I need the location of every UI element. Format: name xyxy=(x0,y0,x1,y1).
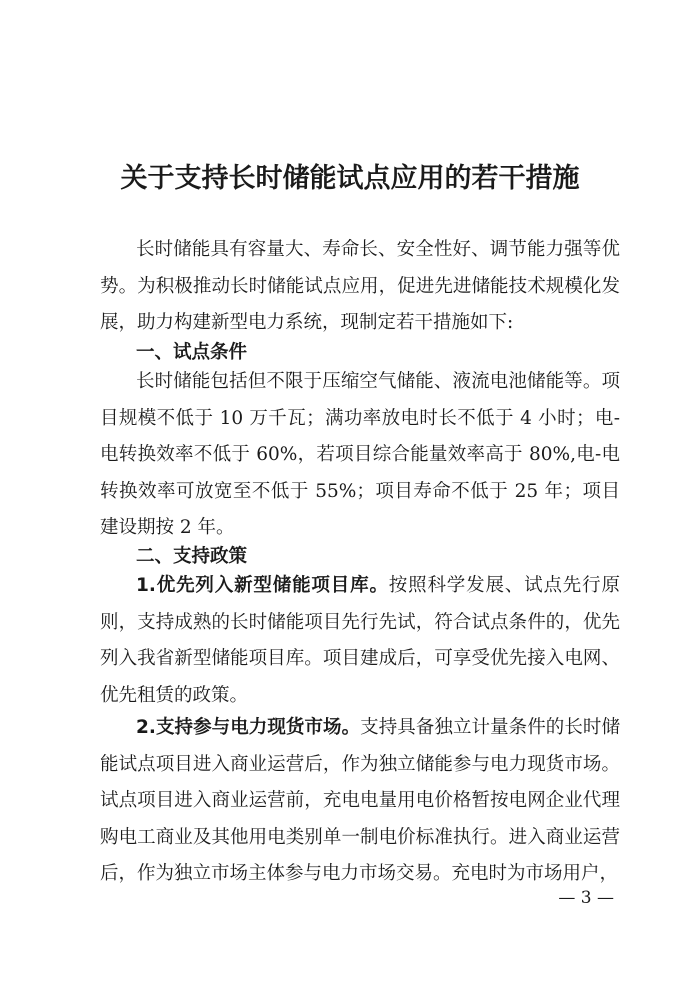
policy-item-1-text: 按照科学发展、试点先行原则，支持成熟的长时储能项目先行先试，符合试点条件的，优先列入我省新型储能项目库。项目建成后，可享受优先接入电网、优先租赁的政策。 xyxy=(100,575,620,706)
document-title: 关于支持长时储能试点应用的若干措施 xyxy=(120,163,580,194)
pilot-conditions-paragraph: 长时储能包括但不限于压缩空气储能、液流电池储能等。项目规模不低于 10 万千瓦；满功率放电时长不低于 4 小时；电-电转换效率不低于 60%，若项目综合能量效率高于 80%,电-电转换效率可放宽至不低于 55%；项目寿命不低于 25 年；项目建设期按 2 年。 xyxy=(100,371,620,538)
policy-item-1-lead: 1.优先列入新型储能项目库。 xyxy=(136,575,389,596)
policy-item-2 xyxy=(100,710,620,893)
policy-item-1 xyxy=(100,568,620,714)
policy-item-2-text: 支持具备独立计量条件的长时储能试点项目进入商业运营后，作为独立储能参与电力现货市场。试点项目进入商业运营前，充电电量用电价格暂按电网企业代理购电工商业及其他用电类别单一制电价标准执行。进入商业运营后，作为独立市场主体参与电力市场交易。充电时为市场用户， xyxy=(100,717,620,884)
section-heading-pilot-conditions: 一、试点条件 xyxy=(136,342,248,363)
section-heading-support-policies: 二、支持政策 xyxy=(136,546,248,567)
policy-item-2-lead: 2.支持参与电力现货市场。 xyxy=(136,717,361,738)
page-number: — 3 — xyxy=(558,888,614,908)
intro-paragraph: 长时储能具有容量大、寿命长、安全性好、调节能力强等优势。为积极推动长时储能试点应用，促进先进储能技术规模化发展，助力构建新型电力系统，现制定若干措施如下: xyxy=(100,239,620,333)
